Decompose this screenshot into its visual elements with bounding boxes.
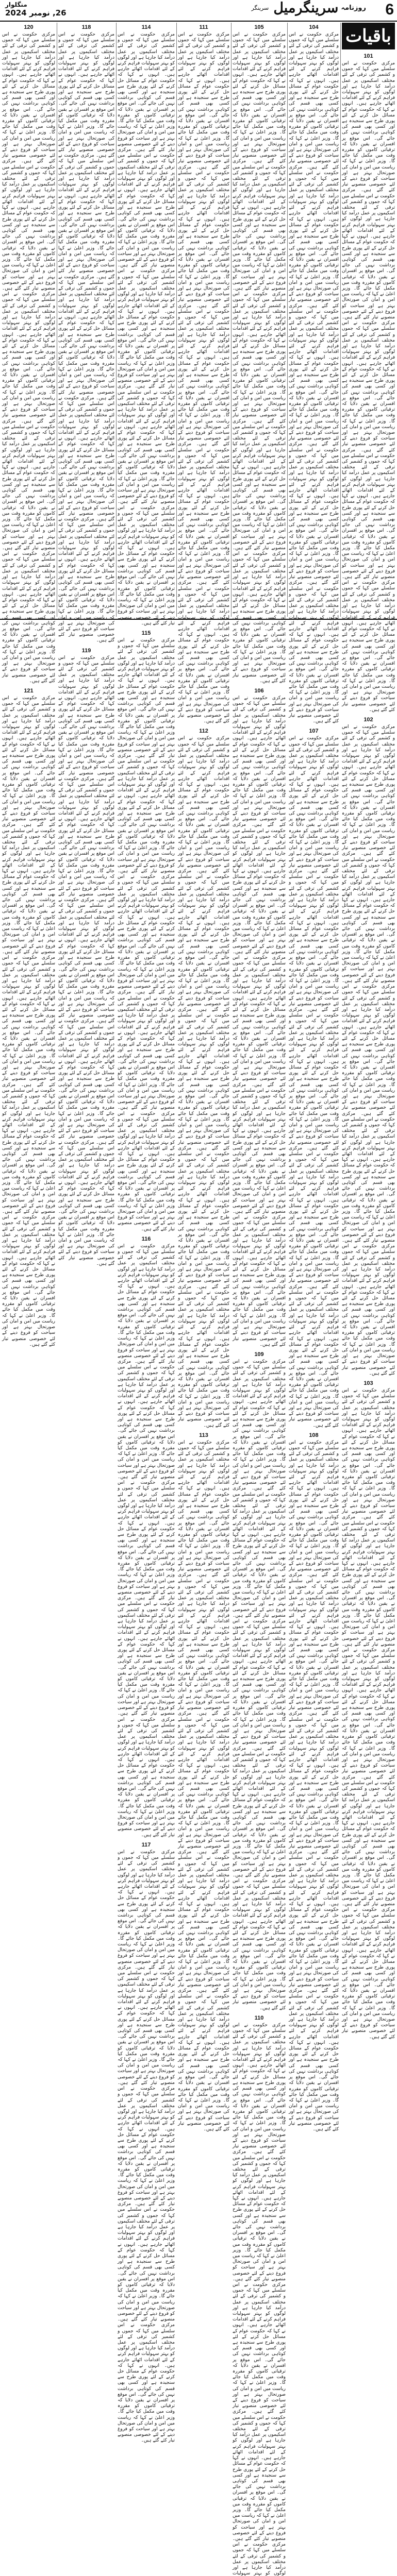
column-3: [233, 23, 286, 2576]
article-120: [2, 24, 55, 684]
article-body: مرکزی حکومت نے اس سلسلے میں کہا کہ جموں و کشمیر کی ترقی کے لئے مختلف اسکیموں پر عمل درآمد کیا جارہا ہے اور لوگوں کو بہتر سہولیات فراہم کرنے کے لئے اقدامات اٹھائے جارہے ہیں۔ انہوں نے کہا کہ حکومت عوام کے مسائل حل کرنے کے لئے پوری طرح سے سنجیدہ ہے اور کسی بھی قسم کی کوتاہی برداشت نہیں کی جائے گی۔ اس موقع پر افسران نے یقین دلایا کہ ترقیاتی کاموں کو مقررہ وقت میں مکمل کیا جائے گا۔ وزیر اعلیٰ نے کہا کہ ریاست میں امن و امان کی صورتحال بہتر ہے اور سیاحت کو فروغ دینے کے لئے خصوصی منصوبے تیار کئے گئے ہیں۔ مرکزی حکومت نے اس سلسلے میں کہا کہ جموں و کشمیر کی ترقی کے لئے مختلف اسکیموں پر عمل درآمد کیا جارہا ہے اور لوگوں کو بہتر سہولیات فراہم کرنے کے لئے اقدامات اٹھائے جارہے ہیں۔ انہوں نے کہا کہ حکومت عوام کے مسائل حل کرنے کے لئے پوری طرح سے سنجیدہ ہے اور کسی بھی قسم کی کوتاہی برداشت نہیں کی جائے گی۔ اس موقع پر افسران نے یقین دلایا کہ ترقیاتی کاموں کو مقررہ وقت میں مکمل کیا جائے گا۔ وزیر اعلیٰ نے کہا کہ ریاست میں امن و امان کی صورتحال بہتر ہے اور سیاحت کو فروغ دینے کے لئے خصوصی منصوبے تیار کئے گئے ہیں۔ مرکزی حکومت نے اس سلسلے میں کہا کہ جموں و کشمیر کی ترقی کے لئے مختلف اسکیموں پر عمل درآمد کیا جارہا ہے اور لوگوں کو بہتر سہولیات فراہم کرنے کے لئے اقدامات اٹھائے جارہے ہیں۔ انہوں نے کہا کہ حکومت عوام کے مسائل حل کرنے کے لئے پوری طرح سے سنجیدہ ہے اور کسی بھی قسم کی کوتاہی برداشت نہیں کی جائے گی۔ اس موقع پر افسران نے یقین دلایا کہ ترقیاتی کاموں کو مقررہ وقت میں مکمل کیا جائے گا۔ وزیر اعلیٰ نے کہا کہ ریاست میں امن و امان کی صورتحال بہتر ہے اور سیاحت کو فروغ دینے کے لئے خصوصی منصوبے تیار کئے گئے ہیں۔ مرکزی حکومت نے اس سلسلے میں کہا کہ جموں و کشمیر کی ترقی کے لئے مختلف اسکیموں پر عمل درآمد کیا جارہا ہے اور لوگوں کو بہتر سہولیات فراہم کرنے کے لئے اقدامات اٹھائے جارہے ہیں۔ انہوں نے کہا کہ حکومت عوام کے مسائل حل کرنے کے لئے پوری طرح سے سنجیدہ ہے اور کسی بھی قسم کی کوتاہی برداشت نہیں کی جائے گی۔ اس موقع پر افسران نے یقین دلایا کہ ترقیاتی کاموں کو مقررہ وقت میں مکمل کیا جائے گا۔ وزیر اعلیٰ نے کہا کہ ریاست میں امن و امان کی صورتحال بہتر ہے اور سیاحت کو فروغ دینے کے لئے خصوصی منصوبے تیار کئے گئے ہیں۔ مرکزی حکومت نے اس سلسلے میں کہا کہ جموں و کشمیر کی ترقی کے لئے مختلف اسکیموں پر عمل درآمد کیا جارہا ہے اور لوگوں کو بہتر سہولیات فراہم کرنے کے لئے اقدامات اٹھائے جارہے ہیں۔ انہوں نے کہا کہ حکومت عوام کے مسائل حل کرنے کے لئے پوری طرح سے سنجیدہ ہے اور کسی بھی قسم کی کوتاہی برداشت نہیں کی جائے گی۔ اس موقع پر افسران نے یقین دلایا کہ ترقیاتی کاموں کو مقررہ وقت میں مکمل کیا جائے گا۔ وزیر اعلیٰ نے کہا کہ ریاست میں امن و امان کی صورتحال بہتر ہے اور سیاحت کو فروغ دینے کے لئے خصوصی منصوبے تیار کئے گئے ہیں۔: [118, 32, 175, 626]
article-body: مرکزی حکومت نے اس سلسلے میں کہا کہ جموں و کشمیر کی ترقی کے لئے مختلف اسکیموں پر عمل درآمد کیا جارہا ہے اور لوگوں کو بہتر سہولیات فراہم کرنے کے لئے اقدامات اٹھائے جارہے ہیں۔ انہوں نے کہا کہ حکومت عوام کے مسائل حل کرنے کے لئے پوری طرح سے سنجیدہ ہے اور کسی بھی قسم کی کوتاہی برداشت نہیں کی جائے گی۔ اس موقع پر افسران نے یقین دلایا کہ ترقیاتی کاموں کو مقررہ وقت میں مکمل کیا جائے گا۔ وزیر اعلیٰ نے کہا کہ ریاست میں امن و امان کی صورتحال بہتر ہے اور سیاحت کو فروغ دینے کے لئے خصوصی منصوبے تیار کئے گئے ہیں۔ مرکزی حکومت نے اس سلسلے میں کہا کہ جموں و کشمیر کی ترقی کے لئے مختلف اسکیموں پر عمل درآمد کیا جارہا ہے اور لوگوں کو بہتر سہولیات فراہم کرنے کے لئے اقدامات اٹھائے جارہے ہیں۔ انہوں نے کہا کہ حکومت عوام کے مسائل حل کرنے کے لئے پوری طرح سے سنجیدہ ہے اور کسی بھی قسم کی کوتاہی برداشت نہیں کی جائے گی۔ اس موقع پر افسران نے یقین دلایا کہ ترقیاتی کاموں کو مقررہ وقت میں مکمل کیا جائے گا۔ وزیر اعلیٰ نے کہا کہ ریاست میں امن و امان کی صورتحال بہتر ہے اور سیاحت کو فروغ دینے کے لئے خصوصی منصوبے تیار کئے گئے ہیں۔ مرکزی حکومت نے اس سلسلے میں کہا کہ جموں و کشمیر کی ترقی کے لئے مختلف اسکیموں پر عمل درآمد کیا جارہا ہے اور لوگوں کو بہتر سہولیات فراہم کرنے کے لئے اقدامات اٹھائے جارہے ہیں۔ انہوں نے کہا کہ حکومت عوام کے مسائل حل کرنے کے لئے پوری طرح سے سنجیدہ ہے اور کسی بھی قسم کی کوتاہی برداشت نہیں کی جائے گی۔ اس موقع پر افسران نے یقین دلایا کہ ترقیاتی کاموں کو مقررہ وقت میں مکمل کیا جائے گا۔ وزیر اعلیٰ نے کہا کہ ریاست میں امن و امان کی صورتحال بہتر ہے اور سیاحت کو فروغ دینے کے لئے خصوصی منصوبے تیار کئے گئے ہیں۔ مرکزی حکومت نے اس سلسلے میں کہا کہ جموں و کشمیر کی ترقی کے لئے مختلف اسکیموں پر عمل درآمد کیا جارہا ہے اور لوگوں کو بہتر سہولیات فراہم کرنے کے لئے اقدامات اٹھائے جارہے ہیں۔ انہوں نے کہا کہ حکومت عوام کے مسائل حل کرنے کے لئے پوری طرح سے سنجیدہ ہے اور کسی بھی قسم کی کوتاہی برداشت نہیں کی جائے گی۔ اس موقع پر افسران نے یقین دلایا کہ ترقیاتی کاموں کو مقررہ وقت میں مکمل کیا جائے گا۔ وزیر اعلیٰ نے کہا کہ ریاست میں امن و امان کی صورتحال بہتر ہے اور سیاحت کو فروغ دینے کے لئے خصوصی منصوبے تیار کئے گئے ہیں۔ مرکزی حکومت نے اس سلسلے میں کہا کہ جموں و کشمیر کی ترقی کے لئے مختلف اسکیموں پر عمل درآمد کیا جارہا ہے اور لوگوں کو بہتر سہولیات فراہم کرنے کے لئے اقدامات اٹھائے جارہے ہیں۔ انہوں نے کہا کہ حکومت عوام کے مسائل حل کرنے کے لئے پوری طرح سے سنجیدہ ہے اور کسی بھی قسم کی کوتاہی برداشت نہیں کی جائے گی۔ اس موقع پر افسران نے یقین دلایا کہ ترقیاتی کاموں کو مقررہ وقت میں مکمل کیا جائے گا۔ وزیر اعلیٰ نے کہا کہ ریاست میں امن و امان کی صورتحال بہتر ہے اور سیاحت کو فروغ دینے کے لئے خصوصی منصوبے تیار کئے گئے ہیں۔: [233, 1359, 286, 2011]
article-number: 107: [309, 728, 319, 735]
article-number: 103: [363, 1380, 373, 1386]
column-4: [178, 23, 229, 2132]
article-number: 110: [254, 2014, 264, 2021]
article-body: مرکزی حکومت نے اس سلسلے میں کہا کہ جموں و کشمیر کی ترقی کے لئے مختلف اسکیموں پر عمل درآمد کیا جارہا ہے اور لوگوں کو بہتر سہولیات فراہم کرنے کے لئے اقدامات اٹھائے جارہے ہیں۔ انہوں نے کہا کہ حکومت عوام کے مسائل حل کرنے کے لئے پوری طرح سے سنجیدہ ہے اور کسی بھی قسم کی کوتاہی برداشت نہیں کی جائے گی۔ اس موقع پر افسران نے یقین دلایا کہ ترقیاتی کاموں کو مقررہ وقت میں مکمل کیا جائے گا۔ وزیر اعلیٰ نے کہا کہ ریاست میں امن و امان کی صورتحال بہتر ہے اور سیاحت کو فروغ دینے کے لئے خصوصی منصوبے تیار کئے گئے ہیں۔ مرکزی حکومت نے اس سلسلے میں کہا کہ جموں و کشمیر کی ترقی کے لئے مختلف اسکیموں پر عمل درآمد کیا جارہا ہے اور لوگوں کو بہتر سہولیات فراہم کرنے کے لئے اقدامات اٹھائے جارہے ہیں۔ انہوں نے کہا کہ حکومت عوام کے مسائل حل کرنے کے لئے پوری طرح سے سنجیدہ ہے اور کسی بھی قسم کی کوتاہی برداشت نہیں کی جائے گی۔ اس موقع پر افسران نے یقین دلایا کہ ترقیاتی کاموں کو مقررہ وقت میں مکمل کیا جائے گا۔ وزیر اعلیٰ نے کہا کہ ریاست میں امن و امان کی صورتحال بہتر ہے اور سیاحت کو فروغ دینے کے لئے خصوصی منصوبے تیار کئے گئے ہیں۔ مرکزی حکومت نے اس سلسلے میں کہا کہ جموں و کشمیر کی ترقی کے لئے مختلف اسکیموں پر عمل درآمد کیا جارہا ہے اور لوگوں کو بہتر سہولیات فراہم کرنے کے لئے اقدامات اٹھائے جارہے ہیں۔ انہوں نے کہا کہ حکومت عوام کے مسائل حل کرنے کے لئے پوری طرح سے سنجیدہ ہے اور کسی بھی قسم کی کوتاہی برداشت نہیں کی جائے گی۔ اس موقع پر افسران نے یقین دلایا کہ ترقیاتی کاموں کو مقررہ وقت میں مکمل کیا جائے گا۔ وزیر اعلیٰ نے کہا کہ ریاست میں امن و امان کی صورتحال بہتر ہے اور سیاحت کو فروغ دینے کے لئے خصوصی منصوبے تیار کئے گئے ہیں۔ مرکزی حکومت نے اس سلسلے میں کہا کہ جموں و کشمیر کی ترقی کے لئے مختلف اسکیموں پر عمل درآمد کیا جارہا ہے اور لوگوں کو بہتر سہولیات فراہم کرنے کے لئے اقدامات اٹھائے جارہے ہیں۔ انہوں نے کہا کہ حکومت عوام کے مسائل حل کرنے کے لئے پوری طرح سے سنجیدہ ہے اور کسی بھی قسم کی کوتاہی برداشت نہیں کی جائے گی۔ اس موقع پر افسران نے یقین دلایا کہ ترقیاتی کاموں کو مقررہ وقت میں مکمل کیا جائے گا۔ وزیر اعلیٰ نے کہا کہ ریاست میں امن و امان کی صورتحال بہتر ہے اور سیاحت کو فروغ دینے کے لئے خصوصی منصوبے تیار کئے گئے ہیں۔ مرکزی حکومت نے اس سلسلے میں کہا کہ جموں و کشمیر کی ترقی کے لئے مختلف اسکیموں پر عمل درآمد کیا جارہا ہے اور لوگوں کو بہتر سہولیات فراہم کرنے کے لئے اقدامات اٹھائے جارہے ہیں۔ انہوں نے کہا کہ حکومت عوام کے مسائل حل کرنے کے لئے پوری طرح سے سنجیدہ ہے اور کسی بھی قسم کی کوتاہی برداشت نہیں کی جائے گی۔ اس موقع پر افسران نے یقین دلایا کہ ترقیاتی کاموں کو مقررہ وقت میں مکمل کیا جائے گا۔ وزیر اعلیٰ نے کہا کہ ریاست میں امن و امان کی صورتحال بہتر ہے اور سیاحت کو فروغ دینے کے لئے خصوصی منصوبے تیار کئے گئے ہیں۔: [342, 724, 395, 1376]
day-label: منگلوار: [5, 1, 27, 8]
article-number: 115: [141, 630, 151, 636]
article-body: مرکزی حکومت نے اس سلسلے میں کہا کہ جموں و کشمیر کی ترقی کے لئے مختلف اسکیموں پر عمل درآمد کیا جارہا ہے اور لوگوں کو بہتر سہولیات فراہم کرنے کے لئے اقدامات اٹھائے جارہے ہیں۔ انہوں نے کہا کہ حکومت عوام کے مسائل حل کرنے کے لئے پوری طرح سے سنجیدہ ہے اور کسی بھی قسم کی کوتاہی برداشت نہیں کی جائے گی۔ اس موقع پر افسران نے یقین دلایا کہ ترقیاتی کاموں کو مقررہ وقت میں مکمل کیا جائے گا۔ وزیر اعلیٰ نے کہا کہ ریاست میں امن و امان کی صورتحال بہتر ہے اور سیاحت کو فروغ دینے کے لئے خصوصی منصوبے تیار کئے گئے ہیں۔ مرکزی حکومت نے اس سلسلے میں کہا کہ جموں و کشمیر کی ترقی کے لئے مختلف اسکیموں پر عمل درآمد کیا جارہا ہے اور لوگوں کو بہتر سہولیات فراہم کرنے کے لئے اقدامات اٹھائے جارہے ہیں۔ انہوں نے کہا کہ حکومت عوام کے مسائل حل کرنے کے لئے پوری طرح سے سنجیدہ ہے اور کسی بھی قسم کی کوتاہی برداشت نہیں کی جائے گی۔ اس موقع پر افسران نے یقین دلایا کہ ترقیاتی کاموں کو مقررہ وقت میں مکمل کیا جائے گا۔ وزیر اعلیٰ نے کہا کہ ریاست میں امن و امان کی صورتحال بہتر ہے اور سیاحت کو فروغ دینے کے لئے خصوصی منصوبے تیار کئے گئے ہیں۔ مرکزی حکومت نے اس سلسلے میں کہا کہ جموں و کشمیر کی ترقی کے لئے مختلف اسکیموں پر عمل درآمد کیا جارہا ہے اور لوگوں کو بہتر سہولیات فراہم کرنے کے لئے اقدامات اٹھائے جارہے ہیں۔ انہوں نے کہا کہ حکومت عوام کے مسائل حل کرنے کے لئے پوری طرح سے سنجیدہ ہے اور کسی بھی قسم کی کوتاہی برداشت نہیں کی جائے گی۔ اس موقع پر افسران نے یقین دلایا کہ ترقیاتی کاموں کو مقررہ وقت میں مکمل کیا جائے گا۔ وزیر اعلیٰ نے کہا کہ ریاست میں امن و امان کی صورتحال بہتر ہے اور سیاحت کو فروغ دینے کے لئے خصوصی منصوبے تیار کئے گئے ہیں۔ مرکزی حکومت نے اس سلسلے میں کہا کہ جموں و کشمیر کی ترقی کے لئے مختلف اسکیموں پر عمل درآمد کیا جارہا ہے اور لوگوں کو بہتر سہولیات فراہم کرنے کے لئے اقدامات اٹھائے جارہے ہیں۔ انہوں نے کہا کہ حکومت عوام کے مسائل حل کرنے کے لئے پوری طرح سے سنجیدہ ہے اور کسی بھی قسم کی کوتاہی برداشت نہیں کی جائے گی۔ اس موقع پر افسران نے یقین دلایا کہ ترقیاتی کاموں کو مقررہ وقت میں مکمل کیا جائے گا۔ وزیر اعلیٰ نے کہا کہ ریاست میں امن و امان کی صورتحال بہتر ہے اور سیاحت کو فروغ دینے کے لئے خصوصی منصوبے تیار کئے گئے ہیں۔ مرکزی حکومت نے اس سلسلے میں کہا کہ جموں و کشمیر کی ترقی کے لئے مختلف اسکیموں پر عمل درآمد کیا جارہا ہے اور لوگوں کو بہتر سہولیات فراہم کرنے کے لئے اقدامات اٹھائے جارہے ہیں۔ انہوں نے کہا کہ حکومت عوام کے مسائل حل کرنے کے لئے پوری طرح سے سنجیدہ ہے اور کسی بھی قسم کی کوتاہی برداشت نہیں کی جائے گی۔ اس موقع پر افسران نے یقین دلایا کہ ترقیاتی کاموں کو مقررہ وقت میں مکمل کیا جائے گا۔ وزیر اعلیٰ نے کہا کہ ریاست میں امن و امان کی صورتحال بہتر ہے اور سیاحت کو فروغ دینے کے لئے خصوصی منصوبے تیار کئے گئے ہیں۔: [233, 695, 286, 1347]
article-102: [342, 716, 395, 1377]
article-number: 121: [24, 687, 34, 694]
date-label: 26, نومبر 2024: [5, 8, 67, 18]
article-number: 117: [141, 1841, 151, 1848]
bottom-rule: [0, 619, 397, 620]
article-114: [118, 24, 175, 626]
article-105: [233, 24, 286, 684]
article-number: 108: [309, 1432, 319, 1438]
article-112: [178, 727, 229, 1428]
article-body: مرکزی حکومت نے اس سلسلے میں کہا کہ جموں و کشمیر کی ترقی کے لئے مختلف اسکیموں پر عمل درآمد کیا جارہا ہے اور لوگوں کو بہتر سہولیات فراہم کرنے کے لئے اقدامات اٹھائے جارہے ہیں۔ انہوں نے کہا کہ حکومت عوام کے مسائل حل کرنے کے لئے پوری طرح سے سنجیدہ ہے اور کسی بھی قسم کی کوتاہی برداشت نہیں کی جائے گی۔ اس موقع پر افسران نے یقین دلایا کہ ترقیاتی کاموں کو مقررہ وقت میں مکمل کیا جائے گا۔ وزیر اعلیٰ نے کہا کہ ریاست میں امن و امان کی صورتحال بہتر ہے اور سیاحت کو فروغ دینے کے لئے خصوصی منصوبے تیار کئے گئے ہیں۔ مرکزی حکومت نے اس سلسلے میں کہا کہ جموں و کشمیر کی ترقی کے لئے مختلف اسکیموں پر عمل درآمد کیا جارہا ہے اور لوگوں کو بہتر سہولیات فراہم کرنے کے لئے اقدامات اٹھائے جارہے ہیں۔ انہوں نے کہا کہ حکومت عوام کے مسائل حل کرنے کے لئے پوری طرح سے سنجیدہ ہے اور کسی بھی قسم کی کوتاہی برداشت نہیں کی جائے گی۔ اس موقع پر افسران نے یقین دلایا کہ ترقیاتی کاموں کو مقررہ وقت میں مکمل کیا جائے گا۔ وزیر اعلیٰ نے کہا کہ ریاست میں امن و امان کی صورتحال بہتر ہے اور سیاحت کو فروغ دینے کے لئے خصوصی منصوبے تیار کئے گئے ہیں۔ مرکزی حکومت نے اس سلسلے میں کہا کہ جموں و کشمیر کی ترقی کے لئے مختلف اسکیموں پر عمل درآمد کیا جارہا ہے اور لوگوں کو بہتر سہولیات فراہم کرنے کے لئے اقدامات اٹھائے جارہے ہیں۔ انہوں نے کہا کہ حکومت عوام کے مسائل حل کرنے کے لئے پوری طرح سے سنجیدہ ہے اور کسی بھی قسم کی کوتاہی برداشت نہیں کی جائے گی۔ اس موقع پر افسران نے یقین دلایا کہ ترقیاتی کاموں کو مقررہ وقت میں مکمل کیا جائے گا۔ وزیر اعلیٰ نے کہا کہ ریاست میں امن و امان کی صورتحال بہتر ہے اور سیاحت کو فروغ دینے کے لئے خصوصی منصوبے تیار کئے گئے ہیں۔ مرکزی حکومت نے اس سلسلے میں کہا کہ جموں و کشمیر کی ترقی کے لئے مختلف اسکیموں پر عمل درآمد کیا جارہا ہے اور لوگوں کو بہتر سہولیات فراہم کرنے کے لئے اقدامات اٹھائے جارہے ہیں۔ انہوں نے کہا کہ حکومت عوام کے مسائل حل کرنے کے لئے پوری طرح سے سنجیدہ ہے اور کسی بھی قسم کی کوتاہی برداشت نہیں کی جائے گی۔ اس موقع پر افسران نے یقین دلایا کہ ترقیاتی کاموں کو مقررہ وقت میں مکمل کیا جائے گا۔ وزیر اعلیٰ نے کہا کہ ریاست میں امن و امان کی صورتحال بہتر ہے اور سیاحت کو فروغ دینے کے لئے خصوصی منصوبے تیار کئے گئے ہیں۔ مرکزی حکومت نے اس سلسلے میں کہا کہ جموں و کشمیر کی ترقی کے لئے مختلف اسکیموں پر عمل درآمد کیا جارہا ہے اور لوگوں کو بہتر سہولیات فراہم کرنے کے لئے اقدامات اٹھائے جارہے ہیں۔ انہوں نے کہا کہ حکومت عوام کے مسائل حل کرنے کے لئے پوری طرح سے سنجیدہ ہے اور کسی بھی قسم کی کوتاہی برداشت نہیں کی جائے گی۔ اس موقع پر افسران نے یقین دلایا کہ ترقیاتی کاموں کو مقررہ وقت میں مکمل کیا جائے گا۔ وزیر اعلیٰ نے کہا کہ ریاست میں امن و امان کی صورتحال بہتر ہے اور سیاحت کو فروغ دینے کے لئے خصوصی منصوبے تیار کئے گئے ہیں۔: [178, 736, 229, 1428]
article-body: مرکزی حکومت نے اس سلسلے میں کہا کہ جموں و کشمیر کی ترقی کے لئے مختلف اسکیموں پر عمل درآمد کیا جارہا ہے اور لوگوں کو بہتر سہولیات فراہم کرنے کے لئے اقدامات اٹھائے جارہے ہیں۔ انہوں نے کہا کہ حکومت عوام کے مسائل حل کرنے کے لئے پوری طرح سے سنجیدہ ہے اور کسی بھی قسم کی کوتاہی برداشت نہیں کی جائے گی۔ اس موقع پر افسران نے یقین دلایا کہ ترقیاتی کاموں کو مقررہ وقت میں مکمل کیا جائے گا۔ وزیر اعلیٰ نے کہا کہ ریاست میں امن و امان کی صورتحال بہتر ہے اور سیاحت کو فروغ دینے کے لئے خصوصی منصوبے تیار کئے گئے ہیں۔ مرکزی حکومت نے اس سلسلے میں کہا کہ جموں و کشمیر کی ترقی کے لئے مختلف اسکیموں پر عمل درآمد کیا جارہا ہے اور لوگوں کو بہتر سہولیات فراہم کرنے کے لئے اقدامات اٹھائے جارہے ہیں۔ انہوں نے کہا کہ حکومت عوام کے مسائل حل کرنے کے لئے پوری طرح سے سنجیدہ ہے اور کسی بھی قسم کی کوتاہی برداشت نہیں کی جائے گی۔ اس موقع پر افسران نے یقین دلایا کہ ترقیاتی کاموں کو مقررہ وقت میں مکمل کیا جائے گا۔ وزیر اعلیٰ نے کہا کہ ریاست میں امن و امان کی صورتحال بہتر ہے اور سیاحت کو فروغ دینے کے لئے خصوصی منصوبے تیار کئے گئے ہیں۔ مرکزی حکومت نے اس سلسلے میں کہا کہ جموں و کشمیر کی ترقی کے لئے مختلف اسکیموں پر عمل درآمد کیا جارہا ہے اور لوگوں کو بہتر سہولیات فراہم کرنے کے لئے اقدامات اٹھائے جارہے ہیں۔ انہوں نے کہا کہ حکومت عوام کے مسائل حل کرنے کے لئے پوری طرح سے سنجیدہ ہے اور کسی بھی قسم کی کوتاہی برداشت نہیں کی جائے گی۔ اس موقع پر افسران نے یقین دلایا کہ ترقیاتی کاموں کو مقررہ وقت میں مکمل کیا جائے گا۔ وزیر اعلیٰ نے کہا کہ ریاست میں امن و امان کی صورتحال بہتر ہے اور سیاحت کو فروغ دینے کے لئے خصوصی منصوبے تیار کئے گئے ہیں۔ مرکزی حکومت نے اس سلسلے میں کہا کہ جموں و کشمیر کی ترقی کے لئے مختلف اسکیموں پر عمل درآمد کیا جارہا ہے اور لوگوں کو بہتر سہولیات فراہم کرنے کے لئے اقدامات اٹھائے جارہے ہیں۔ انہوں نے کہا کہ حکومت عوام کے مسائل حل کرنے کے لئے پوری طرح سے سنجیدہ ہے اور کسی بھی قسم کی کوتاہی برداشت نہیں کی جائے گی۔ اس موقع پر افسران نے یقین دلایا کہ ترقیاتی کاموں کو مقررہ وقت میں مکمل کیا جائے گا۔ وزیر اعلیٰ نے کہا کہ ریاست میں امن و امان کی صورتحال بہتر ہے اور سیاحت کو فروغ دینے کے لئے خصوصی منصوبے تیار کئے گئے ہیں۔ مرکزی حکومت نے اس سلسلے میں کہا کہ جموں و کشمیر کی ترقی کے لئے مختلف اسکیموں پر عمل درآمد کیا جارہا ہے اور لوگوں کو بہتر سہولیات فراہم کرنے کے لئے اقدامات اٹھائے جارہے ہیں۔ انہوں نے کہا کہ حکومت عوام کے مسائل حل کرنے کے لئے پوری طرح سے سنجیدہ ہے اور کسی بھی قسم کی کوتاہی برداشت نہیں کی جائے گی۔ اس موقع پر افسران نے یقین دلایا کہ ترقیاتی کاموں کو مقررہ وقت میں مکمل کیا جائے گا۔ وزیر اعلیٰ نے کہا کہ ریاست میں امن و امان کی صورتحال بہتر ہے اور سیاحت کو فروغ دینے کے لئے خصوصی منصوبے تیار کئے گئے ہیں۔: [233, 32, 286, 684]
section-title: باقیات: [342, 23, 395, 49]
article-number: 101: [363, 53, 373, 59]
article-103: [342, 1380, 395, 2040]
article-number: 104: [309, 24, 319, 30]
brand-title: سرینگرمیل: [273, 0, 339, 16]
article-body: مرکزی حکومت نے اس سلسلے میں کہا کہ جموں و کشمیر کی ترقی کے لئے مختلف اسکیموں پر عمل درآمد کیا جارہا ہے اور لوگوں کو بہتر سہولیات فراہم کرنے کے لئے اقدامات اٹھائے جارہے ہیں۔ انہوں نے کہا کہ حکومت عوام کے مسائل حل کرنے کے لئے پوری طرح سے سنجیدہ ہے اور کسی بھی قسم کی کوتاہی برداشت نہیں کی جائے گی۔ اس موقع پر افسران نے یقین دلایا کہ ترقیاتی کاموں کو مقررہ وقت میں مکمل کیا جائے گا۔ وزیر اعلیٰ نے کہا کہ ریاست میں امن و امان کی صورتحال بہتر ہے اور سیاحت کو فروغ دینے کے لئے خصوصی منصوبے تیار کئے گئے ہیں۔ مرکزی حکومت نے اس سلسلے میں کہا کہ جموں و کشمیر کی ترقی کے لئے مختلف اسکیموں پر عمل درآمد کیا جارہا ہے اور لوگوں کو بہتر سہولیات فراہم کرنے کے لئے اقدامات اٹھائے جارہے ہیں۔ انہوں نے کہا کہ حکومت عوام کے مسائل حل کرنے کے لئے پوری طرح سے سنجیدہ ہے اور کسی بھی قسم کی کوتاہی برداشت نہیں کی جائے گی۔ اس موقع پر افسران نے یقین دلایا کہ ترقیاتی کاموں کو مقررہ وقت میں مکمل کیا جائے گا۔ وزیر اعلیٰ نے کہا کہ ریاست میں امن و امان کی صورتحال بہتر ہے اور سیاحت کو فروغ دینے کے لئے خصوصی منصوبے تیار کئے گئے ہیں۔ مرکزی حکومت نے اس سلسلے میں کہا کہ جموں و کشمیر کی ترقی کے لئے مختلف اسکیموں پر عمل درآمد کیا جارہا ہے اور لوگوں کو بہتر سہولیات فراہم کرنے کے لئے اقدامات اٹھائے جارہے ہیں۔ انہوں نے کہا کہ حکومت عوام کے مسائل حل کرنے کے لئے پوری طرح سے سنجیدہ ہے اور کسی بھی قسم کی کوتاہی برداشت نہیں کی جائے گی۔ اس موقع پر افسران نے یقین دلایا کہ ترقیاتی کاموں کو مقررہ وقت میں مکمل کیا جائے گا۔ وزیر اعلیٰ نے کہا کہ ریاست میں امن و امان کی صورتحال بہتر ہے اور سیاحت کو فروغ دینے کے لئے خصوصی منصوبے تیار کئے گئے ہیں۔ مرکزی حکومت نے اس سلسلے میں کہا کہ جموں و کشمیر کی ترقی کے لئے مختلف اسکیموں پر عمل درآمد کیا جارہا ہے اور لوگوں کو بہتر سہولیات فراہم کرنے کے لئے اقدامات اٹھائے جارہے ہیں۔ انہوں نے کہا کہ حکومت عوام کے مسائل حل کرنے کے لئے پوری طرح سے سنجیدہ ہے اور کسی بھی قسم کی کوتاہی برداشت نہیں کی جائے گی۔ اس موقع پر افسران نے یقین دلایا کہ ترقیاتی کاموں کو مقررہ وقت میں مکمل کیا جائے گا۔ وزیر اعلیٰ نے کہا کہ ریاست میں امن و امان کی صورتحال بہتر ہے اور سیاحت کو فروغ دینے کے لئے خصوصی منصوبے تیار کئے گئے ہیں۔ مرکزی حکومت نے اس سلسلے میں کہا کہ جموں و کشمیر کی ترقی کے لئے مختلف اسکیموں پر عمل درآمد کیا جارہا ہے اور لوگوں کو بہتر سہولیات فراہم کرنے کے لئے اقدامات اٹھائے جارہے ہیں۔ انہوں نے کہا کہ حکومت عوام کے مسائل حل کرنے کے لئے پوری طرح سے سنجیدہ ہے اور کسی بھی قسم کی کوتاہی برداشت نہیں کی جائے گی۔ اس موقع پر افسران نے یقین دلایا کہ ترقیاتی کاموں کو مقررہ وقت میں مکمل کیا جائے گا۔ وزیر اعلیٰ نے کہا کہ ریاست میں امن و امان کی صورتحال بہتر ہے اور سیاحت کو فروغ دینے کے لئے خصوصی منصوبے تیار کئے گئے ہیں۔: [342, 61, 395, 713]
article-number: 109: [254, 1351, 264, 1358]
column-2: [289, 23, 339, 2132]
article-115: [118, 630, 175, 1232]
article-119: [58, 647, 114, 1267]
article-109: [233, 1351, 286, 2011]
article-number: 111: [199, 24, 208, 30]
column-5: [118, 23, 175, 2444]
newspaper-brand: [251, 0, 366, 16]
article-number: 113: [199, 1432, 208, 1438]
article-number: 118: [81, 24, 91, 30]
article-118: [58, 24, 114, 644]
article-body: مرکزی حکومت نے اس سلسلے میں کہا کہ جموں و کشمیر کی ترقی کے لئے مختلف اسکیموں پر عمل درآمد کیا جارہا ہے اور لوگوں کو بہتر سہولیات فراہم کرنے کے لئے اقدامات اٹھائے جارہے ہیں۔ انہوں نے کہا کہ حکومت عوام کے مسائل حل کرنے کے لئے پوری طرح سے سنجیدہ ہے اور کسی بھی قسم کی کوتاہی برداشت نہیں کی جائے گی۔ اس موقع پر افسران نے یقین دلایا کہ ترقیاتی کاموں کو مقررہ وقت میں مکمل کیا جائے گا۔ وزیر اعلیٰ نے کہا کہ ریاست میں امن و امان کی صورتحال بہتر ہے اور سیاحت کو فروغ دینے کے لئے خصوصی منصوبے تیار کئے گئے ہیں۔ مرکزی حکومت نے اس سلسلے میں کہا کہ جموں و کشمیر کی ترقی کے لئے مختلف اسکیموں پر عمل درآمد کیا جارہا ہے اور لوگوں کو بہتر سہولیات فراہم کرنے کے لئے اقدامات اٹھائے جارہے ہیں۔ انہوں نے کہا کہ حکومت عوام کے مسائل حل کرنے کے لئے پوری طرح سے سنجیدہ ہے اور کسی بھی قسم کی کوتاہی برداشت نہیں کی جائے گی۔ اس موقع پر افسران نے یقین دلایا کہ ترقیاتی کاموں کو مقررہ وقت میں مکمل کیا جائے گا۔ وزیر اعلیٰ نے کہا کہ ریاست میں امن و امان کی صورتحال بہتر ہے اور سیاحت کو فروغ دینے کے لئے خصوصی منصوبے تیار کئے گئے ہیں۔ مرکزی حکومت نے اس سلسلے میں کہا کہ جموں و کشمیر کی ترقی کے لئے مختلف اسکیموں پر عمل درآمد کیا جارہا ہے اور لوگوں کو بہتر سہولیات فراہم کرنے کے لئے اقدامات اٹھائے جارہے ہیں۔ انہوں نے کہا کہ حکومت عوام کے مسائل حل کرنے کے لئے پوری طرح سے سنجیدہ ہے اور کسی بھی قسم کی کوتاہی برداشت نہیں کی جائے گی۔ اس موقع پر افسران نے یقین دلایا کہ ترقیاتی کاموں کو مقررہ وقت میں مکمل کیا جائے گا۔ وزیر اعلیٰ نے کہا کہ ریاست میں امن و امان کی صورتحال بہتر ہے اور سیاحت کو فروغ دینے کے لئے خصوصی منصوبے تیار کئے گئے ہیں۔ مرکزی حکومت نے اس سلسلے میں کہا کہ جموں و کشمیر کی ترقی کے لئے مختلف اسکیموں پر عمل درآمد کیا جارہا ہے اور لوگوں کو بہتر سہولیات فراہم کرنے کے لئے اقدامات اٹھائے جارہے ہیں۔ انہوں نے کہا کہ حکومت عوام کے مسائل حل کرنے کے لئے پوری طرح سے سنجیدہ ہے اور کسی بھی قسم کی کوتاہی برداشت نہیں کی جائے گی۔ اس موقع پر افسران نے یقین دلایا کہ ترقیاتی کاموں کو مقررہ وقت میں مکمل کیا جائے گا۔ وزیر اعلیٰ نے کہا کہ ریاست میں امن و امان کی صورتحال بہتر ہے اور سیاحت کو فروغ دینے کے لئے خصوصی منصوبے تیار کئے گئے ہیں۔ مرکزی حکومت نے اس سلسلے میں کہا کہ جموں و کشمیر کی ترقی کے لئے مختلف اسکیموں پر عمل درآمد کیا جارہا ہے اور لوگوں کو بہتر سہولیات فراہم کرنے کے لئے اقدامات اٹھائے جارہے ہیں۔ انہوں نے کہا کہ حکومت عوام کے مسائل حل کرنے کے لئے پوری طرح سے سنجیدہ ہے اور کسی بھی قسم کی کوتاہی برداشت نہیں کی جائے گی۔ اس موقع پر افسران نے یقین دلایا کہ ترقیاتی کاموں کو مقررہ وقت میں مکمل کیا جائے گا۔ وزیر اعلیٰ نے کہا کہ ریاست میں امن و امان کی صورتحال بہتر ہے اور سیاحت کو فروغ دینے کے لئے خصوصی منصوبے تیار کئے گئے ہیں۔: [289, 736, 339, 1428]
article-body: مرکزی حکومت نے اس سلسلے میں کہا کہ جموں و کشمیر کی ترقی کے لئے مختلف اسکیموں پر عمل درآمد کیا جارہا ہے اور لوگوں کو بہتر سہولیات فراہم کرنے کے لئے اقدامات اٹھائے جارہے ہیں۔ انہوں نے کہا کہ حکومت عوام کے مسائل حل کرنے کے لئے پوری طرح سے سنجیدہ ہے اور کسی بھی قسم کی کوتاہی برداشت نہیں کی جائے گی۔ اس موقع پر افسران نے یقین دلایا کہ ترقیاتی کاموں کو مقررہ وقت میں مکمل کیا جائے گا۔ وزیر اعلیٰ نے کہا کہ ریاست میں امن و امان کی صورتحال بہتر ہے اور سیاحت کو فروغ دینے کے لئے خصوصی منصوبے تیار کئے گئے ہیں۔ مرکزی حکومت نے اس سلسلے میں کہا کہ جموں و کشمیر کی ترقی کے لئے مختلف اسکیموں پر عمل درآمد کیا جارہا ہے اور لوگوں کو بہتر سہولیات فراہم کرنے کے لئے اقدامات اٹھائے جارہے ہیں۔ انہوں نے کہا کہ حکومت عوام کے مسائل حل کرنے کے لئے پوری طرح سے سنجیدہ ہے اور کسی بھی قسم کی کوتاہی برداشت نہیں کی جائے گی۔ اس موقع پر افسران نے یقین دلایا کہ ترقیاتی کاموں کو مقررہ وقت میں مکمل کیا جائے گا۔ وزیر اعلیٰ نے کہا کہ ریاست میں امن و امان کی صورتحال بہتر ہے اور سیاحت کو فروغ دینے کے لئے خصوصی منصوبے تیار کئے گئے ہیں۔ مرکزی حکومت نے اس سلسلے میں کہا کہ جموں و کشمیر کی ترقی کے لئے مختلف اسکیموں پر عمل درآمد کیا جارہا ہے اور لوگوں کو بہتر سہولیات فراہم کرنے کے لئے اقدامات اٹھائے جارہے ہیں۔ انہوں نے کہا کہ حکومت عوام کے مسائل حل کرنے کے لئے پوری طرح سے سنجیدہ ہے اور کسی بھی قسم کی کوتاہی برداشت نہیں کی جائے گی۔ اس موقع پر افسران نے یقین دلایا کہ ترقیاتی کاموں کو مقررہ وقت میں مکمل کیا جائے گا۔ وزیر اعلیٰ نے کہا کہ ریاست میں امن و امان کی صورتحال بہتر ہے اور سیاحت کو فروغ دینے کے لئے خصوصی منصوبے تیار کئے گئے ہیں۔ مرکزی حکومت نے اس سلسلے میں کہا کہ جموں و کشمیر کی ترقی کے لئے مختلف اسکیموں پر عمل درآمد کیا جارہا ہے اور لوگوں کو بہتر سہولیات فراہم کرنے کے لئے اقدامات اٹھائے جارہے ہیں۔ انہوں نے کہا کہ حکومت عوام کے مسائل حل کرنے کے لئے پوری طرح سے سنجیدہ ہے اور کسی بھی قسم کی کوتاہی برداشت نہیں کی جائے گی۔ اس موقع پر افسران نے یقین دلایا کہ ترقیاتی کاموں کو مقررہ وقت میں مکمل کیا جائے گا۔ وزیر اعلیٰ نے کہا کہ ریاست میں امن و امان کی صورتحال بہتر ہے اور سیاحت کو فروغ دینے کے لئے خصوصی منصوبے تیار کئے گئے ہیں۔ مرکزی حکومت نے اس سلسلے میں کہا کہ جموں و کشمیر کی ترقی کے لئے مختلف اسکیموں پر عمل درآمد کیا جارہا ہے اور لوگوں کو بہتر سہولیات فراہم کرنے کے لئے اقدامات اٹھائے جارہے ہیں۔ انہوں نے کہا کہ حکومت عوام کے مسائل حل کرنے کے لئے پوری طرح سے سنجیدہ ہے اور کسی بھی قسم کی کوتاہی برداشت نہیں کی جائے گی۔ اس موقع پر افسران نے یقین دلایا کہ ترقیاتی کاموں کو مقررہ وقت میں مکمل کیا جائے گا۔ وزیر اعلیٰ نے کہا کہ ریاست میں امن و امان کی صورتحال بہتر ہے اور سیاحت کو فروغ دینے کے لئے خصوصی منصوبے تیار کئے گئے ہیں۔: [178, 32, 229, 724]
article-110: [233, 2014, 286, 2576]
article-number: 106: [254, 687, 264, 694]
article-number: 120: [24, 24, 34, 30]
column-7: [2, 23, 55, 1347]
column-1: [342, 23, 395, 2040]
article-107: [289, 727, 339, 1428]
column-6: [58, 23, 114, 1266]
article-117: [118, 1841, 175, 2444]
article-body: مرکزی حکومت نے اس سلسلے میں کہا کہ جموں و کشمیر کی ترقی کے لئے مختلف اسکیموں پر عمل درآمد کیا جارہا ہے اور لوگوں کو بہتر سہولیات فراہم کرنے کے لئے اقدامات اٹھائے جارہے ہیں۔ انہوں نے کہا کہ حکومت عوام کے مسائل حل کرنے کے لئے پوری طرح سے سنجیدہ ہے اور کسی بھی قسم کی کوتاہی برداشت نہیں کی جائے گی۔ اس موقع پر افسران نے یقین دلایا کہ ترقیاتی کاموں کو مقررہ وقت میں مکمل کیا جائے گا۔ وزیر اعلیٰ نے کہا کہ ریاست میں امن و امان کی صورتحال بہتر ہے اور سیاحت کو فروغ دینے کے لئے خصوصی منصوبے تیار کئے گئے ہیں۔ مرکزی حکومت نے اس سلسلے میں کہا کہ جموں و کشمیر کی ترقی کے لئے مختلف اسکیموں پر عمل درآمد کیا جارہا ہے اور لوگوں کو بہتر سہولیات فراہم کرنے کے لئے اقدامات اٹھائے جارہے ہیں۔ انہوں نے کہا کہ حکومت عوام کے مسائل حل کرنے کے لئے پوری طرح سے سنجیدہ ہے اور کسی بھی قسم کی کوتاہی برداشت نہیں کی جائے گی۔ اس موقع پر افسران نے یقین دلایا کہ ترقیاتی کاموں کو مقررہ وقت میں مکمل کیا جائے گا۔ وزیر اعلیٰ نے کہا کہ ریاست میں امن و امان کی صورتحال بہتر ہے اور سیاحت کو فروغ دینے کے لئے خصوصی منصوبے تیار کئے گئے ہیں۔ مرکزی حکومت نے اس سلسلے میں کہا کہ جموں و کشمیر کی ترقی کے لئے مختلف اسکیموں پر عمل درآمد کیا جارہا ہے اور لوگوں کو بہتر سہولیات فراہم کرنے کے لئے اقدامات اٹھائے جارہے ہیں۔ انہوں نے کہا کہ حکومت عوام کے مسائل حل کرنے کے لئے پوری طرح سے سنجیدہ ہے اور کسی بھی قسم کی کوتاہی برداشت نہیں کی جائے گی۔ اس موقع پر افسران نے یقین دلایا کہ ترقیاتی کاموں کو مقررہ وقت میں مکمل کیا جائے گا۔ وزیر اعلیٰ نے کہا کہ ریاست میں امن و امان کی صورتحال بہتر ہے اور سیاحت کو فروغ دینے کے لئے خصوصی منصوبے تیار کئے گئے ہیں۔ مرکزی حکومت نے اس سلسلے میں کہا کہ جموں و کشمیر کی ترقی کے لئے مختلف اسکیموں پر عمل درآمد کیا جارہا ہے اور لوگوں کو بہتر سہولیات فراہم کرنے کے لئے اقدامات اٹھائے جارہے ہیں۔ انہوں نے کہا کہ حکومت عوام کے مسائل حل کرنے کے لئے پوری طرح سے سنجیدہ ہے اور کسی بھی قسم کی کوتاہی برداشت نہیں کی جائے گی۔ اس موقع پر افسران نے یقین دلایا کہ ترقیاتی کاموں کو مقررہ وقت میں مکمل کیا جائے گا۔ وزیر اعلیٰ نے کہا کہ ریاست میں امن و امان کی صورتحال بہتر ہے اور سیاحت کو فروغ دینے کے لئے خصوصی منصوبے تیار کئے گئے ہیں۔ مرکزی حکومت نے اس سلسلے میں کہا کہ جموں و کشمیر کی ترقی کے لئے مختلف اسکیموں پر عمل درآمد کیا جارہا ہے اور لوگوں کو بہتر سہولیات فراہم کرنے کے لئے اقدامات اٹھائے جارہے ہیں۔ انہوں نے کہا کہ حکومت عوام کے مسائل حل کرنے کے لئے پوری طرح سے سنجیدہ ہے اور کسی بھی قسم کی کوتاہی برداشت نہیں کی جائے گی۔ اس موقع پر افسران نے یقین دلایا کہ ترقیاتی کاموں کو مقررہ وقت میں مکمل کیا جائے گا۔ وزیر اعلیٰ نے کہا کہ ریاست میں امن و امان کی صورتحال بہتر ہے اور سیاحت کو فروغ دینے کے لئے خصوصی منصوبے تیار کئے گئے ہیں۔: [289, 32, 339, 724]
article-108: [289, 1432, 339, 2132]
article-106: [233, 687, 286, 1348]
article-body: مرکزی حکومت نے اس سلسلے میں کہا کہ جموں و کشمیر کی ترقی کے لئے مختلف اسکیموں پر عمل درآمد کیا جارہا ہے اور لوگوں کو بہتر سہولیات فراہم کرنے کے لئے اقدامات اٹھائے جارہے ہیں۔ انہوں نے کہا کہ حکومت عوام کے مسائل حل کرنے کے لئے پوری طرح سے سنجیدہ ہے اور کسی بھی قسم کی کوتاہی برداشت نہیں کی جائے گی۔ اس موقع پر افسران نے یقین دلایا کہ ترقیاتی کاموں کو مقررہ وقت میں مکمل کیا جائے گا۔ وزیر اعلیٰ نے کہا کہ ریاست میں امن و امان کی صورتحال بہتر ہے اور سیاحت کو فروغ دینے کے لئے خصوصی منصوبے تیار کئے گئے ہیں۔ مرکزی حکومت نے اس سلسلے میں کہا کہ جموں و کشمیر کی ترقی کے لئے مختلف اسکیموں پر عمل درآمد کیا جارہا ہے اور لوگوں کو بہتر سہولیات فراہم کرنے کے لئے اقدامات اٹھائے جارہے ہیں۔ انہوں نے کہا کہ حکومت عوام کے مسائل حل کرنے کے لئے پوری طرح سے سنجیدہ ہے اور کسی بھی قسم کی کوتاہی برداشت نہیں کی جائے گی۔ اس موقع پر افسران نے یقین دلایا کہ ترقیاتی کاموں کو مقررہ وقت میں مکمل کیا جائے گا۔ وزیر اعلیٰ نے کہا کہ ریاست میں امن و امان کی صورتحال بہتر ہے اور سیاحت کو فروغ دینے کے لئے خصوصی منصوبے تیار کئے گئے ہیں۔ مرکزی حکومت نے اس سلسلے میں کہا کہ جموں و کشمیر کی ترقی کے لئے مختلف اسکیموں پر عمل درآمد کیا جارہا ہے اور لوگوں کو بہتر سہولیات فراہم کرنے کے لئے اقدامات اٹھائے جارہے ہیں۔ انہوں نے کہا کہ حکومت عوام کے مسائل حل کرنے کے لئے پوری طرح سے سنجیدہ ہے اور کسی بھی قسم کی کوتاہی برداشت نہیں کی جائے گی۔ اس موقع پر افسران نے یقین دلایا کہ ترقیاتی کاموں کو مقررہ وقت میں مکمل کیا جائے گا۔ وزیر اعلیٰ نے کہا کہ ریاست میں امن و امان کی صورتحال بہتر ہے اور سیاحت کو فروغ دینے کے لئے خصوصی منصوبے تیار کئے گئے ہیں۔ مرکزی حکومت نے اس سلسلے میں کہا کہ جموں و کشمیر کی ترقی کے لئے مختلف اسکیموں پر عمل درآمد کیا جارہا ہے اور لوگوں کو بہتر سہولیات فراہم کرنے کے لئے اقدامات اٹھائے جارہے ہیں۔ انہوں نے کہا کہ حکومت عوام کے مسائل حل کرنے کے لئے پوری طرح سے سنجیدہ ہے اور کسی بھی قسم کی کوتاہی برداشت نہیں کی جائے گی۔ اس موقع پر افسران نے یقین دلایا کہ ترقیاتی کاموں کو مقررہ وقت میں مکمل کیا جائے گا۔ وزیر اعلیٰ نے کہا کہ ریاست میں امن و امان کی صورتحال بہتر ہے اور سیاحت کو فروغ دینے کے لئے خصوصی منصوبے تیار کئے گئے ہیں۔ مرکزی حکومت نے اس سلسلے میں کہا کہ جموں و کشمیر کی ترقی کے لئے مختلف اسکیموں پر عمل درآمد کیا جارہا ہے اور لوگوں کو بہتر سہولیات فراہم کرنے کے لئے اقدامات اٹھائے جارہے ہیں۔ انہوں نے کہا کہ حکومت عوام کے مسائل حل کرنے کے لئے پوری طرح سے سنجیدہ ہے اور کسی بھی قسم کی کوتاہی برداشت نہیں کی جائے گی۔ اس موقع پر افسران نے یقین دلایا کہ ترقیاتی کاموں کو مقررہ وقت میں مکمل کیا جائے گا۔ وزیر اعلیٰ نے کہا کہ ریاست میں امن و امان کی صورتحال بہتر ہے اور سیاحت کو فروغ دینے کے لئے خصوصی منصوبے تیار کئے گئے ہیں۔: [2, 695, 55, 1347]
article-number: 114: [141, 24, 151, 30]
page-number: 6: [385, 1, 394, 18]
brand-city: سرینگر: [251, 5, 269, 11]
masthead: [0, 0, 397, 22]
article-body: مرکزی حکومت نے اس سلسلے میں کہا کہ جموں و کشمیر کی ترقی کے لئے مختلف اسکیموں پر عمل درآمد کیا جارہا ہے اور لوگوں کو بہتر سہولیات فراہم کرنے کے لئے اقدامات اٹھائے جارہے ہیں۔ انہوں نے کہا کہ حکومت عوام کے مسائل حل کرنے کے لئے پوری طرح سے سنجیدہ ہے اور کسی بھی قسم کی کوتاہی برداشت نہیں کی جائے گی۔ اس موقع پر افسران نے یقین دلایا کہ ترقیاتی کاموں کو مقررہ وقت میں مکمل کیا جائے گا۔ وزیر اعلیٰ نے کہا کہ ریاست میں امن و امان کی صورتحال بہتر ہے اور سیاحت کو فروغ دینے کے لئے خصوصی منصوبے تیار کئے گئے ہیں۔ مرکزی حکومت نے اس سلسلے میں کہا کہ جموں و کشمیر کی ترقی کے لئے مختلف اسکیموں پر عمل درآمد کیا جارہا ہے اور لوگوں کو بہتر سہولیات فراہم کرنے کے لئے اقدامات اٹھائے جارہے ہیں۔ انہوں نے کہا کہ حکومت عوام کے مسائل حل کرنے کے لئے پوری طرح سے سنجیدہ ہے اور کسی بھی قسم کی کوتاہی برداشت نہیں کی جائے گی۔ اس موقع پر افسران نے یقین دلایا کہ ترقیاتی کاموں کو مقررہ وقت میں مکمل کیا جائے گا۔ وزیر اعلیٰ نے کہا کہ ریاست میں امن و امان کی صورتحال بہتر ہے اور سیاحت کو فروغ دینے کے لئے خصوصی منصوبے تیار کئے گئے ہیں۔ مرکزی حکومت نے اس سلسلے میں کہا کہ جموں و کشمیر کی ترقی کے لئے مختلف اسکیموں پر عمل درآمد کیا جارہا ہے اور لوگوں کو بہتر سہولیات فراہم کرنے کے لئے اقدامات اٹھائے جارہے ہیں۔ انہوں نے کہا کہ حکومت عوام کے مسائل حل کرنے کے لئے پوری طرح سے سنجیدہ ہے اور کسی بھی قسم کی کوتاہی برداشت نہیں کی جائے گی۔ اس موقع پر افسران نے یقین دلایا کہ ترقیاتی کاموں کو مقررہ وقت میں مکمل کیا جائے گا۔ وزیر اعلیٰ نے کہا کہ ریاست میں امن و امان کی صورتحال بہتر ہے اور سیاحت کو فروغ دینے کے لئے خصوصی منصوبے تیار کئے گئے ہیں۔ مرکزی حکومت نے اس سلسلے میں کہا کہ جموں و کشمیر کی ترقی کے لئے مختلف اسکیموں پر عمل درآمد کیا جارہا ہے اور لوگوں کو بہتر سہولیات فراہم کرنے کے لئے اقدامات اٹھائے جارہے ہیں۔ انہوں نے کہا کہ حکومت عوام کے مسائل حل کرنے کے لئے پوری طرح سے سنجیدہ ہے اور کسی بھی قسم کی کوتاہی برداشت نہیں کی جائے گی۔ اس موقع پر افسران نے یقین دلایا کہ ترقیاتی کاموں کو مقررہ وقت میں مکمل کیا جائے گا۔ وزیر اعلیٰ نے کہا کہ ریاست میں امن و امان کی صورتحال بہتر ہے اور سیاحت کو فروغ دینے کے لئے خصوصی منصوبے تیار کئے گئے ہیں۔ مرکزی حکومت نے اس سلسلے میں کہا کہ جموں و کشمیر کی ترقی کے لئے مختلف اسکیموں پر عمل درآمد کیا جارہا ہے اور لوگوں کو بہتر سہولیات فراہم کرنے کے لئے اقدامات اٹھائے جارہے ہیں۔ انہوں نے کہا کہ حکومت عوام کے مسائل حل کرنے کے لئے پوری طرح سے سنجیدہ ہے اور کسی بھی قسم کی کوتاہی برداشت نہیں کی جائے گی۔ اس موقع پر افسران نے یقین دلایا کہ ترقیاتی کاموں کو مقررہ وقت میں مکمل کیا جائے گا۔ وزیر اعلیٰ نے کہا کہ ریاست میں امن و امان کی صورتحال بہتر ہے اور سیاحت کو فروغ دینے کے لئے خصوصی منصوبے تیار کئے گئے ہیں۔: [289, 1439, 339, 2132]
article-number: 102: [363, 716, 373, 723]
article-body: مرکزی حکومت نے اس سلسلے میں کہا کہ جموں و کشمیر کی ترقی کے لئے مختلف اسکیموں پر عمل درآمد کیا جارہا ہے اور لوگوں کو بہتر سہولیات فراہم کرنے کے لئے اقدامات اٹھائے جارہے ہیں۔ انہوں نے کہا کہ حکومت عوام کے مسائل حل کرنے کے لئے پوری طرح سے سنجیدہ ہے اور کسی بھی قسم کی کوتاہی برداشت نہیں کی جائے گی۔ اس موقع پر افسران نے یقین دلایا کہ ترقیاتی کاموں کو مقررہ وقت میں مکمل کیا جائے گا۔ وزیر اعلیٰ نے کہا کہ ریاست میں امن و امان کی صورتحال بہتر ہے اور سیاحت کو فروغ دینے کے لئے خصوصی منصوبے تیار کئے گئے ہیں۔ مرکزی حکومت نے اس سلسلے میں کہا کہ جموں و کشمیر کی ترقی کے لئے مختلف اسکیموں پر عمل درآمد کیا جارہا ہے اور لوگوں کو بہتر سہولیات فراہم کرنے کے لئے اقدامات اٹھائے جارہے ہیں۔ انہوں نے کہا کہ حکومت عوام کے مسائل حل کرنے کے لئے پوری طرح سے سنجیدہ ہے اور کسی بھی قسم کی کوتاہی برداشت نہیں کی جائے گی۔ اس موقع پر افسران نے یقین دلایا کہ ترقیاتی کاموں کو مقررہ وقت میں مکمل کیا جائے گا۔ وزیر اعلیٰ نے کہا کہ ریاست میں امن و امان کی صورتحال بہتر ہے اور سیاحت کو فروغ دینے کے لئے خصوصی منصوبے تیار کئے گئے ہیں۔ مرکزی حکومت نے اس سلسلے میں کہا کہ جموں و کشمیر کی ترقی کے لئے مختلف اسکیموں پر عمل درآمد کیا جارہا ہے اور لوگوں کو بہتر سہولیات فراہم کرنے کے لئے اقدامات اٹھائے جارہے ہیں۔ انہوں نے کہا کہ حکومت عوام کے مسائل حل کرنے کے لئے پوری طرح سے سنجیدہ ہے اور کسی بھی قسم کی کوتاہی برداشت نہیں کی جائے گی۔ اس موقع پر افسران نے یقین دلایا کہ ترقیاتی کاموں کو مقررہ وقت میں مکمل کیا جائے گا۔ وزیر اعلیٰ نے کہا کہ ریاست میں امن و امان کی صورتحال بہتر ہے اور سیاحت کو فروغ دینے کے لئے خصوصی منصوبے تیار کئے گئے ہیں۔ مرکزی حکومت نے اس سلسلے میں کہا کہ جموں و کشمیر کی ترقی کے لئے مختلف اسکیموں پر عمل درآمد کیا جارہا ہے اور لوگوں کو بہتر سہولیات فراہم کرنے کے لئے اقدامات اٹھائے جارہے ہیں۔ انہوں نے کہا کہ حکومت عوام کے مسائل حل کرنے کے لئے پوری طرح سے سنجیدہ ہے اور کسی بھی قسم کی کوتاہی برداشت نہیں کی جائے گی۔ اس موقع پر افسران نے یقین دلایا کہ ترقیاتی کاموں کو مقررہ وقت میں مکمل کیا جائے گا۔ وزیر اعلیٰ نے کہا کہ ریاست میں امن و امان کی صورتحال بہتر ہے اور سیاحت کو فروغ دینے کے لئے خصوصی منصوبے تیار کئے گئے ہیں۔ مرکزی حکومت نے اس سلسلے میں کہا کہ جموں و کشمیر کی ترقی کے لئے مختلف اسکیموں پر عمل درآمد کیا جارہا ہے اور لوگوں کو بہتر سہولیات فراہم کرنے کے لئے اقدامات اٹھائے جارہے ہیں۔ انہوں نے کہا کہ حکومت عوام کے مسائل حل کرنے کے لئے پوری طرح سے سنجیدہ ہے اور کسی بھی قسم کی کوتاہی برداشت نہیں کی جائے گی۔ اس موقع پر افسران نے یقین دلایا کہ ترقیاتی کاموں کو مقررہ وقت میں مکمل کیا جائے گا۔ وزیر اعلیٰ نے کہا کہ ریاست میں امن و امان کی صورتحال بہتر ہے اور سیاحت کو فروغ دینے کے لئے خصوصی منصوبے تیار کئے گئے ہیں۔: [178, 1439, 229, 2132]
article-body: مرکزی حکومت نے اس سلسلے میں کہا کہ جموں و کشمیر کی ترقی کے لئے مختلف اسکیموں پر عمل درآمد کیا جارہا ہے اور لوگوں کو بہتر سہولیات فراہم کرنے کے لئے اقدامات اٹھائے جارہے ہیں۔ انہوں نے کہا کہ حکومت عوام کے مسائل حل کرنے کے لئے پوری طرح سے سنجیدہ ہے اور کسی بھی قسم کی کوتاہی برداشت نہیں کی جائے گی۔ اس موقع پر افسران نے یقین دلایا کہ ترقیاتی کاموں کو مقررہ وقت میں مکمل کیا جائے گا۔ وزیر اعلیٰ نے کہا کہ ریاست میں امن و امان کی صورتحال بہتر ہے اور سیاحت کو فروغ دینے کے لئے خصوصی منصوبے تیار کئے گئے ہیں۔ مرکزی حکومت نے اس سلسلے میں کہا کہ جموں و کشمیر کی ترقی کے لئے مختلف اسکیموں پر عمل درآمد کیا جارہا ہے اور لوگوں کو بہتر سہولیات فراہم کرنے کے لئے اقدامات اٹھائے جارہے ہیں۔ انہوں نے کہا کہ حکومت عوام کے مسائل حل کرنے کے لئے پوری طرح سے سنجیدہ ہے اور کسی بھی قسم کی کوتاہی برداشت نہیں کی جائے گی۔ اس موقع پر افسران نے یقین دلایا کہ ترقیاتی کاموں کو مقررہ وقت میں مکمل کیا جائے گا۔ وزیر اعلیٰ نے کہا کہ ریاست میں امن و امان کی صورتحال بہتر ہے اور سیاحت کو فروغ دینے کے لئے خصوصی منصوبے تیار کئے گئے ہیں۔ مرکزی حکومت نے اس سلسلے میں کہا کہ جموں و کشمیر کی ترقی کے لئے مختلف اسکیموں پر عمل درآمد کیا جارہا ہے اور لوگوں کو بہتر سہولیات فراہم کرنے کے لئے اقدامات اٹھائے جارہے ہیں۔ انہوں نے کہا کہ حکومت عوام کے مسائل حل کرنے کے لئے پوری طرح سے سنجیدہ ہے اور کسی بھی قسم کی کوتاہی برداشت نہیں کی جائے گی۔ اس موقع پر افسران نے یقین دلایا کہ ترقیاتی کاموں کو مقررہ وقت میں مکمل کیا جائے گا۔ وزیر اعلیٰ نے کہا کہ ریاست میں امن و امان کی صورتحال بہتر ہے اور سیاحت کو فروغ دینے کے لئے خصوصی منصوبے تیار کئے گئے ہیں۔ مرکزی حکومت نے اس سلسلے میں کہا کہ جموں و کشمیر کی ترقی کے لئے مختلف اسکیموں پر عمل درآمد کیا جارہا ہے اور لوگوں کو بہتر سہولیات فراہم کرنے کے لئے اقدامات اٹھائے جارہے ہیں۔ انہوں نے کہا کہ حکومت عوام کے مسائل حل کرنے کے لئے پوری طرح سے سنجیدہ ہے اور کسی بھی قسم کی کوتاہی برداشت نہیں کی جائے گی۔ اس موقع پر افسران نے یقین دلایا کہ ترقیاتی کاموں کو مقررہ وقت میں مکمل کیا جائے گا۔ وزیر اعلیٰ نے کہا کہ ریاست میں امن و امان کی صورتحال بہتر ہے اور سیاحت کو فروغ دینے کے لئے خصوصی منصوبے تیار کئے گئے ہیں۔ مرکزی حکومت نے اس سلسلے میں کہا کہ جموں و کشمیر کی ترقی کے لئے مختلف اسکیموں پر عمل درآمد کیا جارہا ہے اور لوگوں کو بہتر سہولیات فراہم کرنے کے لئے اقدامات اٹھائے جارہے ہیں۔ انہوں نے کہا کہ حکومت عوام کے مسائل حل کرنے کے لئے پوری طرح سے سنجیدہ ہے اور کسی بھی قسم کی کوتاہی برداشت نہیں کی جائے گی۔ اس موقع پر افسران نے یقین دلایا کہ ترقیاتی کاموں کو مقررہ وقت میں مکمل کیا جائے گا۔ وزیر اعلیٰ نے کہا کہ ریاست میں امن و امان کی صورتحال بہتر ہے اور سیاحت کو فروغ دینے کے لئے خصوصی منصوبے تیار کئے گئے ہیں۔: [58, 32, 114, 643]
article-body: مرکزی حکومت نے اس سلسلے میں کہا کہ جموں و کشمیر کی ترقی کے لئے مختلف اسکیموں پر عمل درآمد کیا جارہا ہے اور لوگوں کو بہتر سہولیات فراہم کرنے کے لئے اقدامات اٹھائے جارہے ہیں۔ انہوں نے کہا کہ حکومت عوام کے مسائل حل کرنے کے لئے پوری طرح سے سنجیدہ ہے اور کسی بھی قسم کی کوتاہی برداشت نہیں کی جائے گی۔ اس موقع پر افسران نے یقین دلایا کہ ترقیاتی کاموں کو مقررہ وقت میں مکمل کیا جائے گا۔ وزیر اعلیٰ نے کہا کہ ریاست میں امن و امان کی صورتحال بہتر ہے اور سیاحت کو فروغ دینے کے لئے خصوصی منصوبے تیار کئے گئے ہیں۔ مرکزی حکومت نے اس سلسلے میں کہا کہ جموں و کشمیر کی ترقی کے لئے مختلف اسکیموں پر عمل درآمد کیا جارہا ہے اور لوگوں کو بہتر سہولیات فراہم کرنے کے لئے اقدامات اٹھائے جارہے ہیں۔ انہوں نے کہا کہ حکومت عوام کے مسائل حل کرنے کے لئے پوری طرح سے سنجیدہ ہے اور کسی بھی قسم کی کوتاہی برداشت نہیں کی جائے گی۔ اس موقع پر افسران نے یقین دلایا کہ ترقیاتی کاموں کو مقررہ وقت میں مکمل کیا جائے گا۔ وزیر اعلیٰ نے کہا کہ ریاست میں امن و امان کی صورتحال بہتر ہے اور سیاحت کو فروغ دینے کے لئے خصوصی منصوبے تیار کئے گئے ہیں۔ مرکزی حکومت نے اس سلسلے میں کہا کہ جموں و کشمیر کی ترقی کے لئے مختلف اسکیموں پر عمل درآمد کیا جارہا ہے اور لوگوں کو بہتر سہولیات فراہم کرنے کے لئے اقدامات اٹھائے جارہے ہیں۔ انہوں نے کہا کہ حکومت عوام کے مسائل حل کرنے کے لئے پوری طرح سے سنجیدہ ہے اور کسی بھی قسم کی کوتاہی برداشت نہیں کی جائے گی۔ اس موقع پر افسران نے یقین دلایا کہ ترقیاتی کاموں کو مقررہ وقت میں مکمل کیا جائے گا۔ وزیر اعلیٰ نے کہا کہ ریاست میں امن و امان کی صورتحال بہتر ہے اور سیاحت کو فروغ دینے کے لئے خصوصی منصوبے تیار کئے گئے ہیں۔ مرکزی حکومت نے اس سلسلے میں کہا کہ جموں و کشمیر کی ترقی کے لئے مختلف اسکیموں پر عمل درآمد کیا جارہا ہے اور لوگوں کو بہتر سہولیات فراہم کرنے کے لئے اقدامات اٹھائے جارہے ہیں۔ انہوں نے کہا کہ حکومت عوام کے مسائل حل کرنے کے لئے پوری طرح سے سنجیدہ ہے اور کسی بھی قسم کی کوتاہی برداشت نہیں کی جائے گی۔ اس موقع پر افسران نے یقین دلایا کہ ترقیاتی کاموں کو مقررہ وقت میں مکمل کیا جائے گا۔ وزیر اعلیٰ نے کہا کہ ریاست میں امن و امان کی صورتحال بہتر ہے اور سیاحت کو فروغ دینے کے لئے خصوصی منصوبے تیار کئے گئے ہیں۔ مرکزی حکومت نے اس سلسلے میں کہا کہ جموں و کشمیر کی ترقی کے لئے مختلف اسکیموں پر عمل درآمد کیا جارہا ہے اور لوگوں کو بہتر سہولیات فراہم کرنے کے لئے اقدامات اٹھائے جارہے ہیں۔ انہوں نے کہا کہ حکومت عوام کے مسائل حل کرنے کے لئے پوری طرح سے سنجیدہ ہے اور کسی بھی قسم کی کوتاہی برداشت نہیں کی جائے گی۔ اس موقع پر افسران نے یقین دلایا کہ ترقیاتی کاموں کو مقررہ وقت میں مکمل کیا جائے گا۔ وزیر اعلیٰ نے کہا کہ ریاست میں امن و امان کی صورتحال بہتر ہے اور سیاحت کو فروغ دینے کے لئے خصوصی منصوبے تیار کئے گئے ہیں۔: [2, 32, 55, 684]
article-121: [2, 687, 55, 1348]
article-body: مرکزی حکومت نے اس سلسلے میں کہا کہ جموں و کشمیر کی ترقی کے لئے مختلف اسکیموں پر عمل درآمد کیا جارہا ہے اور لوگوں کو بہتر سہولیات فراہم کرنے کے لئے اقدامات اٹھائے جارہے ہیں۔ انہوں نے کہا کہ حکومت عوام کے مسائل حل کرنے کے لئے پوری طرح سے سنجیدہ ہے اور کسی بھی قسم کی کوتاہی برداشت نہیں کی جائے گی۔ اس موقع پر افسران نے یقین دلایا کہ ترقیاتی کاموں کو مقررہ وقت میں مکمل کیا جائے گا۔ وزیر اعلیٰ نے کہا کہ ریاست میں امن و امان کی صورتحال بہتر ہے اور سیاحت کو فروغ دینے کے لئے خصوصی منصوبے تیار کئے گئے ہیں۔ مرکزی حکومت نے اس سلسلے میں کہا کہ جموں و کشمیر کی ترقی کے لئے مختلف اسکیموں پر عمل درآمد کیا جارہا ہے اور لوگوں کو بہتر سہولیات فراہم کرنے کے لئے اقدامات اٹھائے جارہے ہیں۔ انہوں نے کہا کہ حکومت عوام کے مسائل حل کرنے کے لئے پوری طرح سے سنجیدہ ہے اور کسی بھی قسم کی کوتاہی برداشت نہیں کی جائے گی۔ اس موقع پر افسران نے یقین دلایا کہ ترقیاتی کاموں کو مقررہ وقت میں مکمل کیا جائے گا۔ وزیر اعلیٰ نے کہا کہ ریاست میں امن و امان کی صورتحال بہتر ہے اور سیاحت کو فروغ دینے کے لئے خصوصی منصوبے تیار کئے گئے ہیں۔ مرکزی حکومت نے اس سلسلے میں کہا کہ جموں و کشمیر کی ترقی کے لئے مختلف اسکیموں پر عمل درآمد کیا جارہا ہے اور لوگوں کو بہتر سہولیات فراہم کرنے کے لئے اقدامات اٹھائے جارہے ہیں۔ انہوں نے کہا کہ حکومت عوام کے مسائل حل کرنے کے لئے پوری طرح سے سنجیدہ ہے اور کسی بھی قسم کی کوتاہی برداشت نہیں کی جائے گی۔ اس موقع پر افسران نے یقین دلایا کہ ترقیاتی کاموں کو مقررہ وقت میں مکمل کیا جائے گا۔ وزیر اعلیٰ نے کہا کہ ریاست میں امن و امان کی صورتحال بہتر ہے اور سیاحت کو فروغ دینے کے لئے خصوصی منصوبے تیار کئے گئے ہیں۔ مرکزی حکومت نے اس سلسلے میں کہا کہ جموں و کشمیر کی ترقی کے لئے مختلف اسکیموں پر عمل درآمد کیا جارہا ہے اور لوگوں کو بہتر سہولیات فراہم کرنے کے لئے اقدامات اٹھائے جارہے ہیں۔ انہوں نے کہا کہ حکومت عوام کے مسائل حل کرنے کے لئے پوری طرح سے سنجیدہ ہے اور کسی بھی قسم کی کوتاہی برداشت نہیں کی جائے گی۔ اس موقع پر افسران نے یقین دلایا کہ ترقیاتی کاموں کو مقررہ وقت میں مکمل کیا جائے گا۔ وزیر اعلیٰ نے کہا کہ ریاست میں امن و امان کی صورتحال بہتر ہے اور سیاحت کو فروغ دینے کے لئے خصوصی منصوبے تیار کئے گئے ہیں۔ مرکزی حکومت نے اس سلسلے میں کہا کہ جموں و کشمیر کی ترقی کے لئے مختلف اسکیموں پر عمل درآمد کیا جارہا ہے اور لوگوں کو بہتر سہولیات فراہم کرنے کے لئے اقدامات اٹھائے جارہے ہیں۔ انہوں نے کہا کہ حکومت عوام کے مسائل حل کرنے کے لئے پوری طرح سے سنجیدہ ہے اور کسی بھی قسم کی کوتاہی برداشت نہیں کی جائے گی۔ اس موقع پر افسران نے یقین دلایا کہ ترقیاتی کاموں کو مقررہ وقت میں مکمل کیا جائے گا۔ وزیر اعلیٰ نے کہا کہ ریاست میں امن و امان کی صورتحال بہتر ہے اور سیاحت کو فروغ دینے کے لئے خصوصی منصوبے تیار کئے گئے ہیں۔: [118, 637, 175, 1232]
article-113: [178, 1432, 229, 2132]
brand-roznama: روزنامہ: [341, 4, 366, 12]
article-number: 112: [199, 728, 208, 735]
article-number: 116: [141, 1235, 151, 1242]
article-number: 105: [254, 24, 264, 30]
article-body: مرکزی حکومت نے اس سلسلے میں کہا کہ جموں و کشمیر کی ترقی کے لئے مختلف اسکیموں پر عمل درآمد کیا جارہا ہے اور لوگوں کو بہتر سہولیات فراہم کرنے کے لئے اقدامات اٹھائے جارہے ہیں۔ انہوں نے کہا کہ حکومت عوام کے مسائل حل کرنے کے لئے پوری طرح سے سنجیدہ ہے اور کسی بھی قسم کی کوتاہی برداشت نہیں کی جائے گی۔ اس موقع پر افسران نے یقین دلایا کہ ترقیاتی کاموں کو مقررہ وقت میں مکمل کیا جائے گا۔ وزیر اعلیٰ نے کہا کہ ریاست میں امن و امان کی صورتحال بہتر ہے اور سیاحت کو فروغ دینے کے لئے خصوصی منصوبے تیار کئے گئے ہیں۔ مرکزی حکومت نے اس سلسلے میں کہا کہ جموں و کشمیر کی ترقی کے لئے مختلف اسکیموں پر عمل درآمد کیا جارہا ہے اور لوگوں کو بہتر سہولیات فراہم کرنے کے لئے اقدامات اٹھائے جارہے ہیں۔ انہوں نے کہا کہ حکومت عوام کے مسائل حل کرنے کے لئے پوری طرح سے سنجیدہ ہے اور کسی بھی قسم کی کوتاہی برداشت نہیں کی جائے گی۔ اس موقع پر افسران نے یقین دلایا کہ ترقیاتی کاموں کو مقررہ وقت میں مکمل کیا جائے گا۔ وزیر اعلیٰ نے کہا کہ ریاست میں امن و امان کی صورتحال بہتر ہے اور سیاحت کو فروغ دینے کے لئے خصوصی منصوبے تیار کئے گئے ہیں۔ مرکزی حکومت نے اس سلسلے میں کہا کہ جموں و کشمیر کی ترقی کے لئے مختلف اسکیموں پر عمل درآمد کیا جارہا ہے اور لوگوں کو بہتر سہولیات فراہم کرنے کے لئے اقدامات اٹھائے جارہے ہیں۔ انہوں نے کہا کہ حکومت عوام کے مسائل حل کرنے کے لئے پوری طرح سے سنجیدہ ہے اور کسی بھی قسم کی کوتاہی برداشت نہیں کی جائے گی۔ اس موقع پر افسران نے یقین دلایا کہ ترقیاتی کاموں کو مقررہ وقت میں مکمل کیا جائے گا۔ وزیر اعلیٰ نے کہا کہ ریاست میں امن و امان کی صورتحال بہتر ہے اور سیاحت کو فروغ دینے کے لئے خصوصی منصوبے تیار کئے گئے ہیں۔ مرکزی حکومت نے اس سلسلے میں کہا کہ جموں و کشمیر کی ترقی کے لئے مختلف اسکیموں پر عمل درآمد کیا جارہا ہے اور لوگوں کو بہتر سہولیات فراہم کرنے کے لئے اقدامات اٹھائے جارہے ہیں۔ انہوں نے کہا کہ حکومت عوام کے مسائل حل کرنے کے لئے پوری طرح سے سنجیدہ ہے اور کسی بھی قسم کی کوتاہی برداشت نہیں کی جائے گی۔ اس موقع پر افسران نے یقین دلایا کہ ترقیاتی کاموں کو مقررہ وقت میں مکمل کیا جائے گا۔ وزیر اعلیٰ نے کہا کہ ریاست میں امن و امان کی صورتحال بہتر ہے اور سیاحت کو فروغ دینے کے لئے خصوصی منصوبے تیار کئے گئے ہیں۔ مرکزی حکومت نے اس سلسلے میں کہا کہ جموں و کشمیر کی ترقی کے لئے مختلف اسکیموں پر عمل درآمد کیا جارہا ہے اور لوگوں کو بہتر سہولیات فراہم کرنے کے لئے اقدامات اٹھائے جارہے ہیں۔ انہوں نے کہا کہ حکومت عوام کے مسائل حل کرنے کے لئے پوری طرح سے سنجیدہ ہے اور کسی بھی قسم کی کوتاہی برداشت نہیں کی جائے گی۔ اس موقع پر افسران نے یقین دلایا کہ ترقیاتی کاموں کو مقررہ وقت میں مکمل کیا جائے گا۔ وزیر اعلیٰ نے کہا کہ ریاست میں امن و امان کی صورتحال بہتر ہے اور سیاحت کو فروغ دینے کے لئے خصوصی منصوبے تیار کئے گئے ہیں۔: [118, 1243, 175, 1838]
article-body: مرکزی حکومت نے اس سلسلے میں کہا کہ جموں و کشمیر کی ترقی کے لئے مختلف اسکیموں پر عمل درآمد کیا جارہا ہے اور لوگوں کو بہتر سہولیات فراہم کرنے کے لئے اقدامات اٹھائے جارہے ہیں۔ انہوں نے کہا کہ حکومت عوام کے مسائل حل کرنے کے لئے پوری طرح سے سنجیدہ ہے اور کسی بھی قسم کی کوتاہی برداشت نہیں کی جائے گی۔ اس موقع پر افسران نے یقین دلایا کہ ترقیاتی کاموں کو مقررہ وقت میں مکمل کیا جائے گا۔ وزیر اعلیٰ نے کہا کہ ریاست میں امن و امان کی صورتحال بہتر ہے اور سیاحت کو فروغ دینے کے لئے خصوصی منصوبے تیار کئے گئے ہیں۔ مرکزی حکومت نے اس سلسلے میں کہا کہ جموں و کشمیر کی ترقی کے لئے مختلف اسکیموں پر عمل درآمد کیا جارہا ہے اور لوگوں کو بہتر سہولیات فراہم کرنے کے لئے اقدامات اٹھائے جارہے ہیں۔ انہوں نے کہا کہ حکومت عوام کے مسائل حل کرنے کے لئے پوری طرح سے سنجیدہ ہے اور کسی بھی قسم کی کوتاہی برداشت نہیں کی جائے گی۔ اس موقع پر افسران نے یقین دلایا کہ ترقیاتی کاموں کو مقررہ وقت میں مکمل کیا جائے گا۔ وزیر اعلیٰ نے کہا کہ ریاست میں امن و امان کی صورتحال بہتر ہے اور سیاحت کو فروغ دینے کے لئے خصوصی منصوبے تیار کئے گئے ہیں۔ مرکزی حکومت نے اس سلسلے میں کہا کہ جموں و کشمیر کی ترقی کے لئے مختلف اسکیموں پر عمل درآمد کیا جارہا ہے اور لوگوں کو بہتر سہولیات فراہم کرنے کے لئے اقدامات اٹھائے جارہے ہیں۔ انہوں نے کہا کہ حکومت عوام کے مسائل حل کرنے کے لئے پوری طرح سے سنجیدہ ہے اور کسی بھی قسم کی کوتاہی برداشت نہیں کی جائے گی۔ اس موقع پر افسران نے یقین دلایا کہ ترقیاتی کاموں کو مقررہ وقت میں مکمل کیا جائے گا۔ وزیر اعلیٰ نے کہا کہ ریاست میں امن و امان کی صورتحال بہتر ہے اور سیاحت کو فروغ دینے کے لئے خصوصی منصوبے تیار کئے گئے ہیں۔ مرکزی حکومت نے اس سلسلے میں کہا کہ جموں و کشمیر کی ترقی کے لئے مختلف اسکیموں پر عمل درآمد کیا جارہا ہے اور لوگوں کو بہتر سہولیات فراہم کرنے کے لئے اقدامات اٹھائے جارہے ہیں۔ انہوں نے کہا کہ حکومت عوام کے مسائل حل کرنے کے لئے پوری طرح سے سنجیدہ ہے اور کسی بھی قسم کی کوتاہی برداشت نہیں کی جائے گی۔ اس موقع پر افسران نے یقین دلایا کہ ترقیاتی کاموں کو مقررہ وقت میں مکمل کیا جائے گا۔ وزیر اعلیٰ نے کہا کہ ریاست میں امن و امان کی صورتحال بہتر ہے اور سیاحت کو فروغ دینے کے لئے خصوصی منصوبے تیار کئے گئے ہیں۔ مرکزی حکومت نے اس سلسلے میں کہا کہ جموں و کشمیر کی ترقی کے لئے مختلف اسکیموں پر عمل درآمد کیا جارہا ہے اور لوگوں کو بہتر سہولیات فراہم کرنے کے لئے اقدامات اٹھائے جارہے ہیں۔ انہوں نے کہا کہ حکومت عوام کے مسائل حل کرنے کے لئے پوری طرح سے سنجیدہ ہے اور کسی بھی قسم کی کوتاہی برداشت نہیں کی جائے گی۔ اس موقع پر افسران نے یقین دلایا کہ ترقیاتی کاموں کو مقررہ وقت میں مکمل کیا جائے گا۔ وزیر اعلیٰ نے کہا کہ ریاست میں امن و امان کی صورتحال بہتر ہے اور سیاحت کو فروغ دینے کے لئے خصوصی منصوبے تیار کئے گئے ہیں۔: [118, 1849, 175, 2444]
article-number: 119: [81, 647, 91, 654]
article-body: مرکزی حکومت نے اس سلسلے میں کہا کہ جموں و کشمیر کی ترقی کے لئے مختلف اسکیموں پر عمل درآمد کیا جارہا ہے اور لوگوں کو بہتر سہولیات فراہم کرنے کے لئے اقدامات اٹھائے جارہے ہیں۔ انہوں نے کہا کہ حکومت عوام کے مسائل حل کرنے کے لئے پوری طرح سے سنجیدہ ہے اور کسی بھی قسم کی کوتاہی برداشت نہیں کی جائے گی۔ اس موقع پر افسران نے یقین دلایا کہ ترقیاتی کاموں کو مقررہ وقت میں مکمل کیا جائے گا۔ وزیر اعلیٰ نے کہا کہ ریاست میں امن و امان کی صورتحال بہتر ہے اور سیاحت کو فروغ دینے کے لئے خصوصی منصوبے تیار کئے گئے ہیں۔ مرکزی حکومت نے اس سلسلے میں کہا کہ جموں و کشمیر کی ترقی کے لئے مختلف اسکیموں پر عمل درآمد کیا جارہا ہے اور لوگوں کو بہتر سہولیات فراہم کرنے کے لئے اقدامات اٹھائے جارہے ہیں۔ انہوں نے کہا کہ حکومت عوام کے مسائل حل کرنے کے لئے پوری طرح سے سنجیدہ ہے اور کسی بھی قسم کی کوتاہی برداشت نہیں کی جائے گی۔ اس موقع پر افسران نے یقین دلایا کہ ترقیاتی کاموں کو مقررہ وقت میں مکمل کیا جائے گا۔ وزیر اعلیٰ نے کہا کہ ریاست میں امن و امان کی صورتحال بہتر ہے اور سیاحت کو فروغ دینے کے لئے خصوصی منصوبے تیار کئے گئے ہیں۔ مرکزی حکومت نے اس سلسلے میں کہا کہ جموں و کشمیر کی ترقی کے لئے مختلف اسکیموں پر عمل درآمد کیا جارہا ہے اور لوگوں کو بہتر سہولیات فراہم کرنے کے لئے اقدامات اٹھائے جارہے ہیں۔ انہوں نے کہا کہ حکومت عوام کے مسائل حل کرنے کے لئے پوری طرح سے سنجیدہ ہے اور کسی بھی قسم کی کوتاہی برداشت نہیں کی جائے گی۔ اس موقع پر افسران نے یقین دلایا کہ ترقیاتی کاموں کو مقررہ وقت میں مکمل کیا جائے گا۔ وزیر اعلیٰ نے کہا کہ ریاست میں امن و امان کی صورتحال بہتر ہے اور سیاحت کو فروغ دینے کے لئے خصوصی منصوبے تیار کئے گئے ہیں۔ مرکزی حکومت نے اس سلسلے میں کہا کہ جموں و کشمیر کی ترقی کے لئے مختلف اسکیموں پر عمل درآمد کیا جارہا ہے اور لوگوں کو بہتر سہولیات فراہم کرنے کے لئے اقدامات اٹھائے جارہے ہیں۔ انہوں نے کہا کہ حکومت عوام کے مسائل حل کرنے کے لئے پوری طرح سے سنجیدہ ہے اور کسی بھی قسم کی کوتاہی برداشت نہیں کی جائے گی۔ اس موقع پر افسران نے یقین دلایا کہ ترقیاتی کاموں کو مقررہ وقت میں مکمل کیا جائے گا۔ وزیر اعلیٰ نے کہا کہ ریاست میں امن و امان کی صورتحال بہتر ہے اور سیاحت کو فروغ دینے کے لئے خصوصی منصوبے تیار کئے گئے ہیں۔ مرکزی حکومت نے اس سلسلے میں کہا کہ جموں و کشمیر کی ترقی کے لئے مختلف اسکیموں پر عمل درآمد کیا جارہا ہے اور لوگوں کو بہتر سہولیات: [233, 2022, 286, 2576]
date-block: [5, 1, 67, 18]
article-body: مرکزی حکومت نے اس سلسلے میں کہا کہ جموں و کشمیر کی ترقی کے لئے مختلف اسکیموں پر عمل درآمد کیا جارہا ہے اور لوگوں کو بہتر سہولیات فراہم کرنے کے لئے اقدامات اٹھائے جارہے ہیں۔ انہوں نے کہا کہ حکومت عوام کے مسائل حل کرنے کے لئے پوری طرح سے سنجیدہ ہے اور کسی بھی قسم کی کوتاہی برداشت نہیں کی جائے گی۔ اس موقع پر افسران نے یقین دلایا کہ ترقیاتی کاموں کو مقررہ وقت میں مکمل کیا جائے گا۔ وزیر اعلیٰ نے کہا کہ ریاست میں امن و امان کی صورتحال بہتر ہے اور سیاحت کو فروغ دینے کے لئے خصوصی منصوبے تیار کئے گئے ہیں۔ مرکزی حکومت نے اس سلسلے میں کہا کہ جموں و کشمیر کی ترقی کے لئے مختلف اسکیموں پر عمل درآمد کیا جارہا ہے اور لوگوں کو بہتر سہولیات فراہم کرنے کے لئے اقدامات اٹھائے جارہے ہیں۔ انہوں نے کہا کہ حکومت عوام کے مسائل حل کرنے کے لئے پوری طرح سے سنجیدہ ہے اور کسی بھی قسم کی کوتاہی برداشت نہیں کی جائے گی۔ اس موقع پر افسران نے یقین دلایا کہ ترقیاتی کاموں کو مقررہ وقت میں مکمل کیا جائے گا۔ وزیر اعلیٰ نے کہا کہ ریاست میں امن و امان کی صورتحال بہتر ہے اور سیاحت کو فروغ دینے کے لئے خصوصی منصوبے تیار کئے گئے ہیں۔ مرکزی حکومت نے اس سلسلے میں کہا کہ جموں و کشمیر کی ترقی کے لئے مختلف اسکیموں پر عمل درآمد کیا جارہا ہے اور لوگوں کو بہتر سہولیات فراہم کرنے کے لئے اقدامات اٹھائے جارہے ہیں۔ انہوں نے کہا کہ حکومت عوام کے مسائل حل کرنے کے لئے پوری طرح سے سنجیدہ ہے اور کسی بھی قسم کی کوتاہی برداشت نہیں کی جائے گی۔ اس موقع پر افسران نے یقین دلایا کہ ترقیاتی کاموں کو مقررہ وقت میں مکمل کیا جائے گا۔ وزیر اعلیٰ نے کہا کہ ریاست میں امن و امان کی صورتحال بہتر ہے اور سیاحت کو فروغ دینے کے لئے خصوصی منصوبے تیار کئے گئے ہیں۔ مرکزی حکومت نے اس سلسلے میں کہا کہ جموں و کشمیر کی ترقی کے لئے مختلف اسکیموں پر عمل درآمد کیا جارہا ہے اور لوگوں کو بہتر سہولیات فراہم کرنے کے لئے اقدامات اٹھائے جارہے ہیں۔ انہوں نے کہا کہ حکومت عوام کے مسائل حل کرنے کے لئے پوری طرح سے سنجیدہ ہے اور کسی بھی قسم کی کوتاہی برداشت نہیں کی جائے گی۔ اس موقع پر افسران نے یقین دلایا کہ ترقیاتی کاموں کو مقررہ وقت میں مکمل کیا جائے گا۔ وزیر اعلیٰ نے کہا کہ ریاست میں امن و امان کی صورتحال بہتر ہے اور سیاحت کو فروغ دینے کے لئے خصوصی منصوبے تیار کئے گئے ہیں۔ مرکزی حکومت نے اس سلسلے میں کہا کہ جموں و کشمیر کی ترقی کے لئے مختلف اسکیموں پر عمل درآمد کیا جارہا ہے اور لوگوں کو بہتر سہولیات فراہم کرنے کے لئے اقدامات اٹھائے جارہے ہیں۔ انہوں نے کہا کہ حکومت عوام کے مسائل حل کرنے کے لئے پوری طرح سے سنجیدہ ہے اور کسی بھی قسم کی کوتاہی برداشت نہیں کی جائے گی۔ اس موقع پر افسران نے یقین دلایا کہ ترقیاتی کاموں کو مقررہ وقت میں مکمل کیا جائے گا۔ وزیر اعلیٰ نے کہا کہ ریاست میں امن و امان کی صورتحال بہتر ہے اور سیاحت کو فروغ دینے کے لئے خصوصی منصوبے تیار کئے گئے ہیں۔: [342, 1387, 395, 2040]
article-101: [342, 53, 395, 713]
article-116: [118, 1235, 175, 1838]
article-body: مرکزی حکومت نے اس سلسلے میں کہا کہ جموں و کشمیر کی ترقی کے لئے مختلف اسکیموں پر عمل درآمد کیا جارہا ہے اور لوگوں کو بہتر سہولیات فراہم کرنے کے لئے اقدامات اٹھائے جارہے ہیں۔ انہوں نے کہا کہ حکومت عوام کے مسائل حل کرنے کے لئے پوری طرح سے سنجیدہ ہے اور کسی بھی قسم کی کوتاہی برداشت نہیں کی جائے گی۔ اس موقع پر افسران نے یقین دلایا کہ ترقیاتی کاموں کو مقررہ وقت میں مکمل کیا جائے گا۔ وزیر اعلیٰ نے کہا کہ ریاست میں امن و امان کی صورتحال بہتر ہے اور سیاحت کو فروغ دینے کے لئے خصوصی منصوبے تیار کئے گئے ہیں۔ مرکزی حکومت نے اس سلسلے میں کہا کہ جموں و کشمیر کی ترقی کے لئے مختلف اسکیموں پر عمل درآمد کیا جارہا ہے اور لوگوں کو بہتر سہولیات فراہم کرنے کے لئے اقدامات اٹھائے جارہے ہیں۔ انہوں نے کہا کہ حکومت عوام کے مسائل حل کرنے کے لئے پوری طرح سے سنجیدہ ہے اور کسی بھی قسم کی کوتاہی برداشت نہیں کی جائے گی۔ اس موقع پر افسران نے یقین دلایا کہ ترقیاتی کاموں کو مقررہ وقت میں مکمل کیا جائے گا۔ وزیر اعلیٰ نے کہا کہ ریاست میں امن و امان کی صورتحال بہتر ہے اور سیاحت کو فروغ دینے کے لئے خصوصی منصوبے تیار کئے گئے ہیں۔ مرکزی حکومت نے اس سلسلے میں کہا کہ جموں و کشمیر کی ترقی کے لئے مختلف اسکیموں پر عمل درآمد کیا جارہا ہے اور لوگوں کو بہتر سہولیات فراہم کرنے کے لئے اقدامات اٹھائے جارہے ہیں۔ انہوں نے کہا کہ حکومت عوام کے مسائل حل کرنے کے لئے پوری طرح سے سنجیدہ ہے اور کسی بھی قسم کی کوتاہی برداشت نہیں کی جائے گی۔ اس موقع پر افسران نے یقین دلایا کہ ترقیاتی کاموں کو مقررہ وقت میں مکمل کیا جائے گا۔ وزیر اعلیٰ نے کہا کہ ریاست میں امن و امان کی صورتحال بہتر ہے اور سیاحت کو فروغ دینے کے لئے خصوصی منصوبے تیار کئے گئے ہیں۔ مرکزی حکومت نے اس سلسلے میں کہا کہ جموں و کشمیر کی ترقی کے لئے مختلف اسکیموں پر عمل درآمد کیا جارہا ہے اور لوگوں کو بہتر سہولیات فراہم کرنے کے لئے اقدامات اٹھائے جارہے ہیں۔ انہوں نے کہا کہ حکومت عوام کے مسائل حل کرنے کے لئے پوری طرح سے سنجیدہ ہے اور کسی بھی قسم کی کوتاہی برداشت نہیں کی جائے گی۔ اس موقع پر افسران نے یقین دلایا کہ ترقیاتی کاموں کو مقررہ وقت میں مکمل کیا جائے گا۔ وزیر اعلیٰ نے کہا کہ ریاست میں امن و امان کی صورتحال بہتر ہے اور سیاحت کو فروغ دینے کے لئے خصوصی منصوبے تیار کئے گئے ہیں۔ مرکزی حکومت نے اس سلسلے میں کہا کہ جموں و کشمیر کی ترقی کے لئے مختلف اسکیموں پر عمل درآمد کیا جارہا ہے اور لوگوں کو بہتر سہولیات فراہم کرنے کے لئے اقدامات اٹھائے جارہے ہیں۔ انہوں نے کہا کہ حکومت عوام کے مسائل حل کرنے کے لئے پوری طرح سے سنجیدہ ہے اور کسی بھی قسم کی کوتاہی برداشت نہیں کی جائے گی۔ اس موقع پر افسران نے یقین دلایا کہ ترقیاتی کاموں کو مقررہ وقت میں مکمل کیا جائے گا۔ وزیر اعلیٰ نے کہا کہ ریاست میں امن و امان کی صورتحال بہتر ہے اور سیاحت کو فروغ دینے کے لئے خصوصی منصوبے تیار کئے گئے ہیں۔: [58, 655, 114, 1266]
